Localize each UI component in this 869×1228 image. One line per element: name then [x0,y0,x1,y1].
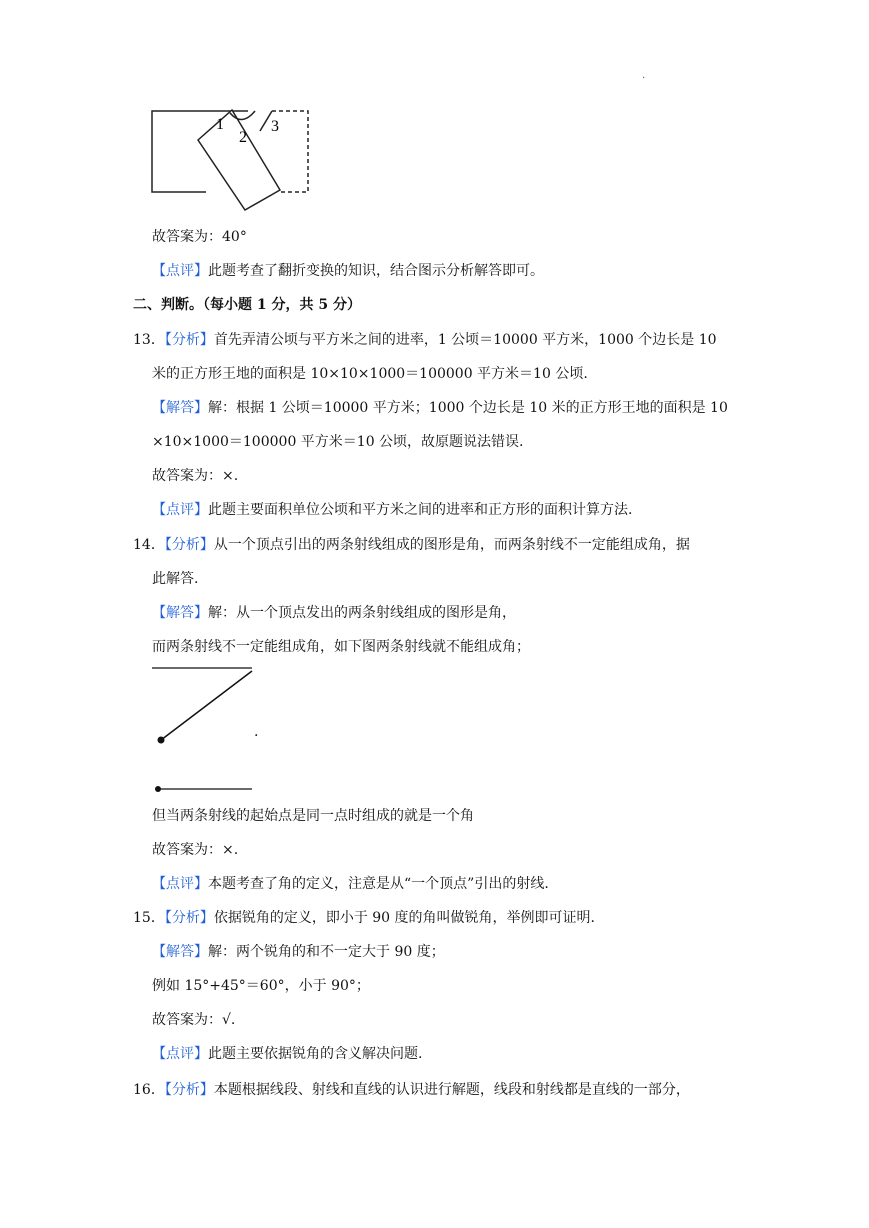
solution-tag: 【解答】 [152,400,208,416]
analysis-tag: 【分析】 [164,332,214,348]
q12-comment [152,261,544,281]
q15-answer: 故答案为：√. [152,1012,236,1028]
comment-tag: 【点评】 [152,1046,208,1062]
question-number: 15． [133,910,165,926]
comment-tag: 【点评】 [152,502,208,518]
fold-label-2: 2 [239,129,247,146]
analysis-tag: 【分析】 [164,910,214,926]
solution-tag: 【解答】 [152,944,208,960]
q14-analysis-line1 [133,535,690,555]
q14-answer: 故答案为：×. [152,842,239,858]
comment-text: 此题考查了翻折变换的知识，结合图示分析解答即可。 [208,263,544,279]
comment-text: 此题主要依据锐角的含义解决问题. [208,1046,423,1062]
analysis-text: 依据锐角的定义，即小于 90 度的角叫做锐角，举例即可证明. [213,910,595,926]
solution-text: 解：两个锐角的和不一定大于 90 度； [208,944,445,960]
analysis-text: 从一个顶点引出的两条射线组成的图形是角，而两条射线不一定能组成角，据 [213,537,690,553]
analysis-text: 首先弄清公顷与平方米之间的进率，1 公顷＝10000 平方米，1000 个边长是 10 [213,332,717,348]
fold-figure [150,105,320,215]
comment-tag: 【点评】 [152,263,208,279]
q16-analysis-line1 [133,1080,690,1100]
q13-solution-line1 [152,398,728,418]
ray-endpoint-dot [155,786,161,792]
q13-answer: 故答案为：×. [152,468,239,484]
fold-label-1: 1 [216,116,224,133]
question-number: 16． [133,1082,165,1098]
q13-analysis-line2: 米的正方形王地的面积是 10×10×1000＝100000 平方米＝10 公顷. [152,366,588,382]
q15-solution-line1 [152,942,445,962]
diagonal-ray [161,671,252,740]
section-heading: 二、判断。（每小题 1 分，共 5 分） [133,297,361,313]
analysis-text: 本题根据线段、射线和直线的认识进行解题，线段和射线都是直线的一部分， [213,1082,690,1098]
q14-comment [152,874,549,894]
q13-analysis-line1 [133,330,717,350]
ray-endpoint-dot [158,737,165,744]
comment-tag: 【点评】 [152,876,208,892]
q13-comment [152,500,632,520]
q14-analysis-line2: 此解答. [152,571,199,587]
solution-tag: 【解答】 [152,605,208,621]
analysis-tag: 【分析】 [164,1082,214,1098]
question-number: 13． [133,332,165,348]
q14-solution-line2: 而两条射线不一定能组成角，如下图两条射线就不能组成角； [152,639,530,655]
rays-figure [150,663,260,793]
page-corner-mark: . [642,70,646,81]
comment-text: 此题主要面积单位公顷和平方米之间的进率和正方形的面积计算方法. [208,502,633,518]
question-number: 14． [133,537,165,553]
fold-label-3: 3 [271,118,279,135]
figure-period: . [254,724,259,740]
q15-example: 例如 15°+45°＝60°，小于 90°； [152,978,370,994]
solution-text: 解：根据 1 公顷＝10000 平方米；1000 个边长是 10 米的正方形王地的面积是 10 [208,400,728,416]
q13-solution-line2: ×10×1000＝100000 平方米＝10 公顷，故原题说法错误. [152,434,524,450]
q15-analysis-line1 [133,908,595,928]
q14-note: 但当两条射线的起始点是同一点时组成的就是一个角 [152,808,474,824]
solution-text: 解：从一个顶点发出的两条射线组成的图形是角， [208,605,516,621]
q15-comment [152,1044,422,1064]
comment-text: 本题考查了角的定义，注意是从“一个顶点”引出的射线. [208,876,549,892]
analysis-tag: 【分析】 [164,537,214,553]
q14-solution-line1 [152,603,516,623]
q12-answer: 故答案为：40° [152,229,247,245]
